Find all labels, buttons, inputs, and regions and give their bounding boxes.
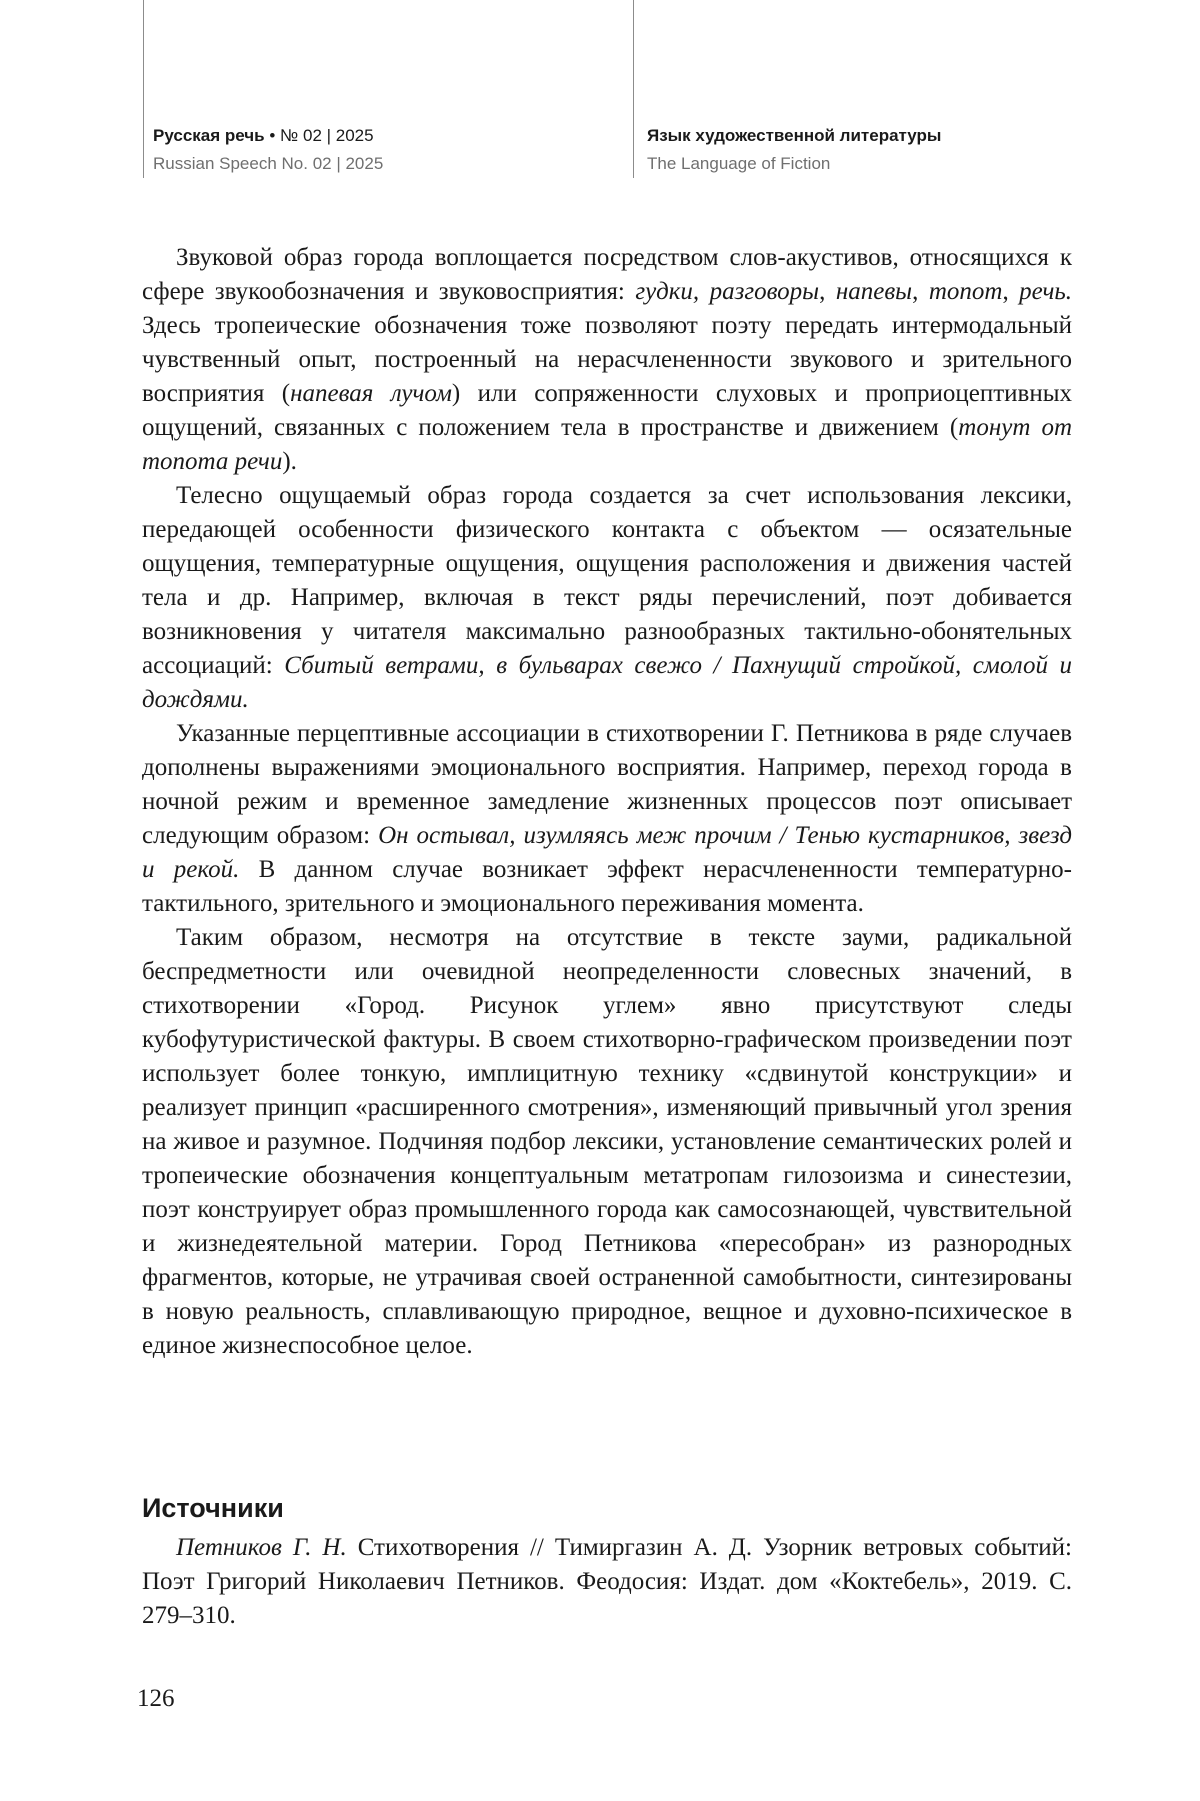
text-run: Телесно ощущаемый образ города создается за счет использования лексики, передающей особенности физического контакта с объектом — осязательные ощущения, температурные ощущения, ощущения расположения и движения частей тела и др. Например, включая в текст ряды перечислений, поэт добивается возникновения у читателя максимально разнообразных тактильно-обонятельных ассоциаций: [142, 482, 1072, 679]
page-number: 126 [137, 1685, 175, 1712]
running-header-journal [153, 122, 383, 178]
text-run: В данном случае возникает эффект нерасчлененности температурно-тактильного, зрительного и эмоционального переживания момента. [142, 856, 1072, 917]
italic-quote: напевы [835, 278, 913, 305]
journal-issue: • № 02 | 2025 [269, 126, 374, 145]
text-run: Стихотворения // Тимиргазин А. Д. Узорник ветровых событий: Поэт Григорий Николаевич Петников. Феодосия: Издат. дом «Коктебель», 2019. С. 279–310. [142, 1534, 1072, 1629]
text-run: , [819, 278, 836, 305]
body-paragraph [142, 717, 1072, 921]
running-header-section [647, 122, 941, 178]
header-divider-left [143, 0, 144, 178]
text-run: , [1002, 278, 1020, 305]
body-paragraph [142, 241, 1072, 479]
section-title-ru: Язык художественной литературы [647, 126, 942, 145]
text-run: ) или сопряженности слуховых и проприоцептивных ощущений, связанных с положением тела в пространстве и движением ( [142, 380, 1072, 441]
italic-quote: топот [928, 278, 1003, 305]
text-run: Звуковой образ города воплощается посредством слов-акустивов, относящихся к сфере звукообозначения и звуковосприятия: [142, 244, 1072, 305]
italic-quote: Он остывал, изумляясь меж прочим / Тенью кустарников, звезд и рекой. [142, 822, 1072, 883]
body-paragraph [142, 479, 1072, 717]
journal-title-en: Russian Speech No. 02 | 2025 [153, 154, 384, 173]
text-run: Здесь тропеические обозначения тоже позволяют поэту передать интермодальный чувственный опыт, построенный на нерасчлененности звукового и зрительного восприятия ( [142, 312, 1072, 407]
text-run: Таким образом, несмотря на отсутствие в тексте зауми, радикальной беспредметности или очевидной неопределенности словесных значений, в стихотворении «Город. Рисунок углем» явно присутствуют следы кубофутуристической фактуры. В своем стихотворно-графическом произведении поэт использует более тонкую, имплицитную технику «сдвинутой конструкции» и реализует принцип «расширенного смотрения», изменяющий привычный угол зрения на живое и разумное. Подчиняя подбор лексики, установление семантических ролей и тропеические обозначения концептуальным метатропам гилозоизма и синестезии, поэт конструирует образ промышленного города как самосознающей, чувствительной и жизнедеятельной материи. Город Петникова «пересобран» из разнородных фрагментов, которые, не утрачивая своей остраненной самобытности, синтезированы в новую реальность, сплавливающую природное, вещное и духовно-психическое в единое жизнеспособное целое. [142, 924, 1072, 1359]
text-run: Указанные перцептивные ассоциации в стихотворении Г. Петникова в ряде случаев дополнены выражениями эмоционального восприятия. Например, переход города в ночной режим и временное замедление жизненных процессов поэт описывает следующим образом: [142, 720, 1072, 849]
italic-quote: тонут от топота речи [142, 414, 1073, 475]
article-body [142, 241, 1072, 1363]
source-entry [142, 1531, 1072, 1633]
body-paragraph [142, 921, 1072, 1363]
journal-title-ru [153, 122, 383, 150]
text-run: , [912, 278, 929, 305]
italic-quote: напевая лучом [290, 380, 452, 407]
header-divider-right [633, 0, 634, 178]
italic-quote: речь. [1019, 278, 1072, 305]
italic-quote: Петников Г. Н. [176, 1534, 347, 1561]
section-title-en: The Language of Fiction [647, 154, 831, 173]
sources-heading: Источники [142, 1493, 284, 1523]
italic-quote: Сбитый ветрами, в бульварах свежо / Пахнущий стройкой, смолой и дождями. [142, 652, 1073, 713]
journal-name: Русская речь [153, 126, 265, 145]
text-run: ). [282, 448, 297, 475]
italic-quote: гудки, разговоры [635, 278, 820, 305]
